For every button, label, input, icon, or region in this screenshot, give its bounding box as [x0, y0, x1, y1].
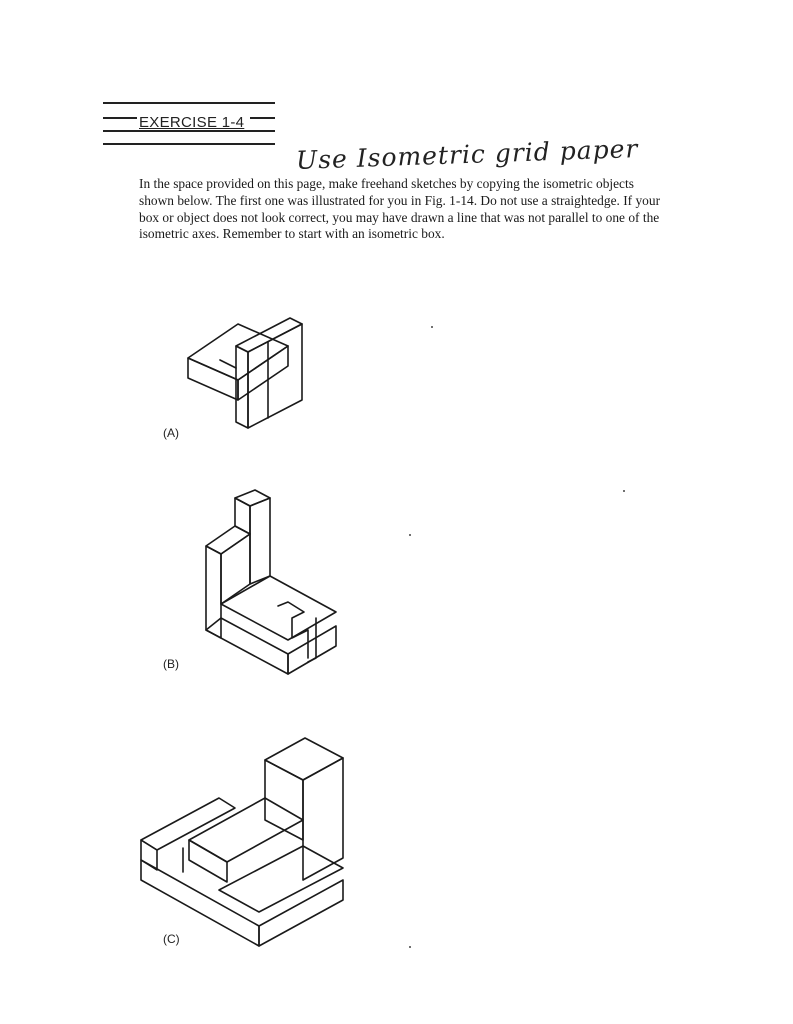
figure-b-drawing — [200, 488, 350, 683]
figure-a-drawing — [180, 308, 320, 438]
figure-c-tall-left — [265, 760, 303, 840]
figure-c-left-top — [141, 798, 235, 850]
figure-c-left-front — [141, 840, 157, 870]
exercise-title: EXERCISE 1-4 — [139, 114, 245, 131]
figure-a-post-top — [236, 318, 302, 352]
figure-b-post-top — [235, 490, 270, 506]
figure-b-post-side — [250, 498, 270, 584]
scan-speck — [623, 490, 625, 492]
figure-c-tall-top — [265, 738, 343, 780]
figure-b-wall-inner — [221, 534, 250, 604]
figure-b-base-top — [221, 576, 336, 640]
scan-speck — [409, 946, 411, 948]
header-rule-bottom — [103, 143, 275, 145]
figure-a-arm-left-face — [188, 358, 238, 400]
figure-b-label: (B) — [163, 657, 179, 671]
header-rule-upper-mid — [103, 117, 137, 119]
figure-a-label: (A) — [163, 426, 179, 440]
figure-b-base-left — [206, 618, 288, 674]
header-rule-top — [103, 102, 275, 104]
figure-a-post-edge-2 — [220, 360, 236, 368]
instructions-paragraph: In the space provided on this page, make freehand sketches by copying the isometric objects shown below. The first one was illustrated for you in Fig. 1-14. Do not use a straightedge. If your box or object does not look correct, you may have drawn a line that was not parallel to one of the isometric axes. Remember to start with an isometric box. — [139, 176, 661, 242]
figure-b-slot — [278, 602, 308, 658]
figure-a-arm-right-face — [238, 346, 288, 400]
figure-c-drawing — [135, 730, 350, 955]
figure-c-tall-right — [303, 758, 343, 880]
figure-a-arm-top — [188, 324, 288, 380]
scan-speck — [409, 534, 411, 536]
scan-speck — [431, 326, 433, 328]
figure-c-label: (C) — [163, 932, 180, 946]
figure-c-mid-left — [189, 840, 227, 882]
handwritten-note: Use Isometric grid paper — [295, 134, 639, 175]
header-rule-upper-mid-right — [250, 117, 275, 119]
figure-c-mid-top — [189, 798, 303, 862]
figure-b-base-right — [288, 626, 336, 674]
figure-b-post-front — [235, 498, 250, 534]
